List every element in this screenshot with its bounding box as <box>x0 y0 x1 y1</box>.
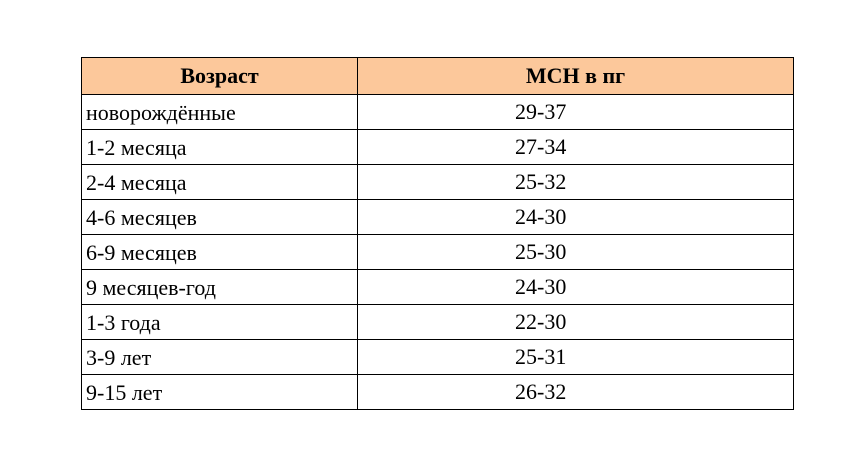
age-cell: 3-9 лет <box>82 340 358 375</box>
table-header <box>82 58 794 95</box>
mch-value-cell: 29-37 <box>358 95 794 130</box>
table-body <box>82 95 794 410</box>
table-row <box>82 165 794 200</box>
mch-value-cell: 27-34 <box>358 130 794 165</box>
age-cell: 6-9 месяцев <box>82 235 358 270</box>
age-cell: 9 месяцев-год <box>82 270 358 305</box>
table-row <box>82 95 794 130</box>
mch-value-cell: 26-32 <box>358 375 794 410</box>
age-cell: 2-4 месяца <box>82 165 358 200</box>
age-cell: 1-3 года <box>82 305 358 340</box>
age-cell: 4-6 месяцев <box>82 200 358 235</box>
table-row <box>82 270 794 305</box>
mch-value-cell: 24-30 <box>358 270 794 305</box>
header-mch-value: МСН в пг <box>358 58 794 95</box>
table-row <box>82 130 794 165</box>
age-cell: новорождённые <box>82 95 358 130</box>
mch-value-cell: 22-30 <box>358 305 794 340</box>
age-cell: 9-15 лет <box>82 375 358 410</box>
mch-value-cell: 25-32 <box>358 165 794 200</box>
age-cell: 1-2 месяца <box>82 130 358 165</box>
mch-value-cell: 25-30 <box>358 235 794 270</box>
mch-reference-table <box>81 57 794 410</box>
table-row <box>82 305 794 340</box>
table-row <box>82 340 794 375</box>
table-row <box>82 200 794 235</box>
table-row <box>82 235 794 270</box>
table-row <box>82 375 794 410</box>
mch-value-cell: 25-31 <box>358 340 794 375</box>
mch-value-cell: 24-30 <box>358 200 794 235</box>
header-row <box>82 58 794 95</box>
header-age: Возраст <box>82 58 358 95</box>
